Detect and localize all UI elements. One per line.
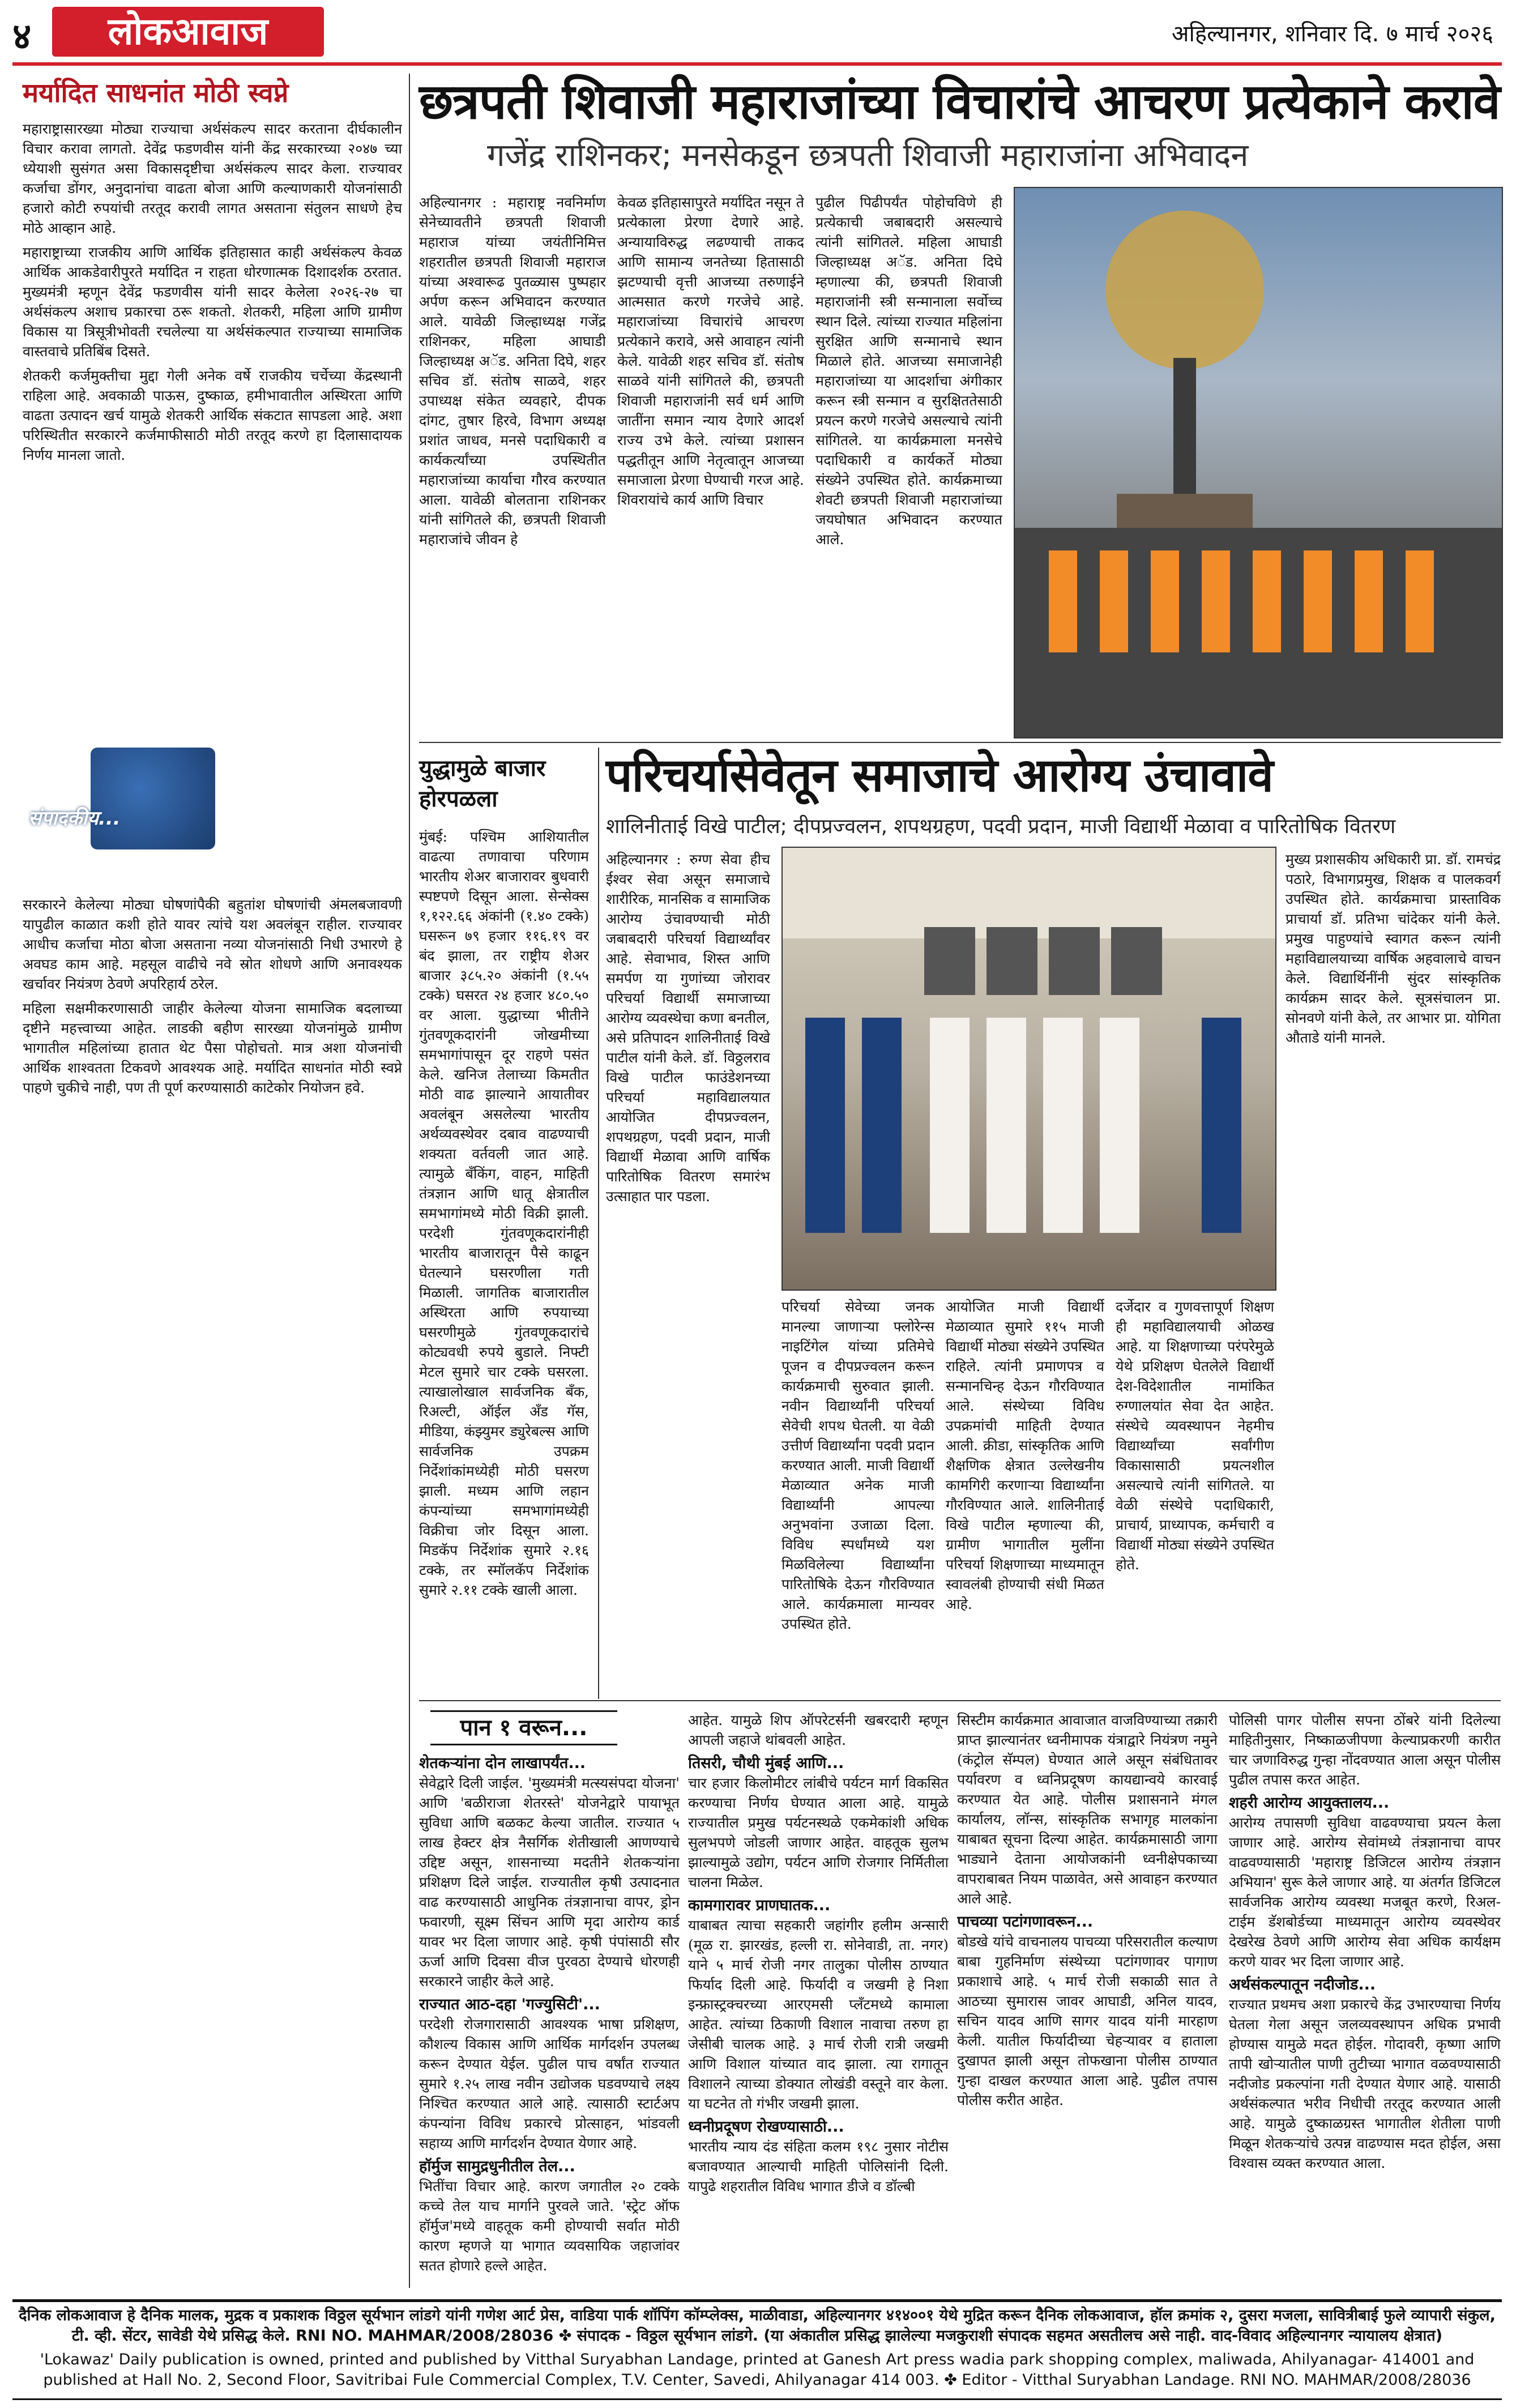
continued-column-4 (1229, 1710, 1501, 2294)
continued-subhead: कामगारावर प्राणघातक... (688, 1897, 831, 1914)
nursing-column-4: दर्जेदार व गुणवत्तापूर्ण शिक्षण ही महाविद्यालयाची ओळख आहे. या शिक्षणाच्या परंपरेमुळे येथे प्रशिक्षण घेतलेले विद्यार्थी देश-विदेशातील नामांकित रुग्णालयांत सेवा देत आहेत. संस्थेचे व्यवस्थापन नेहमीच विद्यार्थ्यांच्या सर्वांगीण विकासासाठी प्रयत्नशील असल्याचे त्यांनी सांगितले. या वेळी संस्थेचे पदाधिकारी, प्राचार्य, प्राध्यापक, कर्मचारी व विद्यार्थी मोठ्या संख्येने उपस्थित होते. (1116, 1299, 1274, 1573)
market-body: मुंबई: पश्चिम आशियातील वाढत्या तणावाचा परिणाम भारतीय शेअर बाजारावर बुधवारी स्पष्टपणे दिसून आला. सेन्सेक्स १,१२२.६६ अंकांनी (१.४० टक्के) घसरून ७९ हजार ११६.१९ वर बंद झाला, तर राष्ट्रीय शेअर बाजार ३८५.२० अंकांनी (१.५५ टक्के) घसरत २४ हजार ४८०.५० वर आला. युद्धाच्या भीतीने गुंतवणूकदारांनी जोखमीच्या समभागांपासून दूर राहणे पसंत केले. खनिज तेलाच्या किमतीत मोठी वाढ झाल्याने आयातीवर अवलंबून असलेल्या भारतीय अर्थव्यवस्थेवर दबाव वाढण्याची शक्यता वर्तवली जात आहे. त्यामुळे बँकिंग, वाहन, माहिती तंत्रज्ञान आणि धातू क्षेत्रातील समभागांमध्ये मोठी विक्री झाली. परदेशी गुंतवणूकदारांनीही भारतीय बाजारातून पैसे काढून घेतल्याने घसरणीला गती मिळाली. जागतिक बाजारातील अस्थिरता आणि रुपयाच्या घसरणीमुळे गुंतवणूकदारांचे कोट्यवधी रुपये बुडाले. निफ्टी मेटल सुमारे चार टक्के घसरला. त्याखालोखाल सार्वजनिक बँक, रिअल्टी, ऑईल अँड गॅस, मीडिया, कंझ्युमर ड्युरेबल्स आणि सार्वजनिक उपक्रम निर्देशांकांमध्येही मोठी घसरण झाली. मध्यम आणि लहान कंपन्यांच्या समभागांमध्येही विक्रीचा जोर दिसून आला. मिडकॅप निर्देशांक सुमारे २.१६ टक्के, तर स्मॉलकॅप निर्देशांक सुमारे २.११ टक्के खाली आला. (419, 829, 589, 1598)
continued-text: परदेशी रोजगारासाठी आवश्यक भाषा प्रशिक्षण, कौशल्य विकास आणि आर्थिक मार्गदर्शन उपलब्ध करून देण्यात येईल. पुढील पाच वर्षांत राज्यात सुमारे १.२५ लाख नवीन उद्योजक घडवण्याचे लक्ष्य निश्चित करण्यात आले आहे. त्यासाठी स्टार्टअप कंपन्यांना विविध प्रकारचे प्रोत्साहन, भांडवली सहाय्य आणि मार्गदर्शन देण्यात येणार आहे. (419, 2016, 680, 2151)
editorial-paragraph: महाराष्ट्राच्या राजकीय आणि आर्थिक इतिहासात काही अर्थसंकल्प केवळ आर्थिक आकडेवारीपुरते मर्यादित न राहता धोरणात्मक दिशादर्शक ठरतात. मुख्यमंत्री म्हणून देवेंद्र फडणवीस यांनी सादर केलेला २०२६-२७ चा अर्थसंकल्प अशाच प्रकारचा ठरू शकतो. शेतकरी, महिला आणि ग्रामीण विकास या त्रिसूत्रीभोवती रचलेल्या या अर्थसंकल्पात राज्याच्या सामाजिक वास्तवाचे प्रतिबिंब दिसते. (23, 244, 402, 360)
continued-text: बोडखे यांचे वाचनालय पाचव्या परिसरातील कल्याण बाबा गुहनिर्माण संस्थेच्या पटांगणावर पागाण प्रकाशाचे आहे. ५ मार्च रोजी सकाळी सात ते आठच्या सुमारास जावर आघाडी, अनिल यादव, सचिन यादव आणि सागर यादव यांनी मारहाण केली. यातील फिर्यादीच्या चेहऱ्यावर व हाताला दुखापत झाली असून तोफखाना पोलीस ठाण्यात गुन्हा दाखल करण्यात आला आहे. पुढील तपास पोलीस करीत आहेत. (957, 1933, 1218, 2108)
lead-photo (1014, 187, 1503, 738)
nursing-headline: परिचर्यासेवेतून समाजाचे आरोग्य उंचावावे (606, 749, 1273, 802)
editorial-body-bottom (23, 895, 402, 2277)
continued-subhead: पाचव्या पटांगणावरून... (957, 1913, 1094, 1931)
newspaper-logo (52, 7, 324, 57)
continued-subhead: तिसरी, चौथी मुंबई आणि... (688, 1754, 844, 1772)
continued-column-3 (957, 1710, 1218, 2294)
dateline: अहिल्यानगर, शनिवार दि. ७ मार्च २०२६ (1171, 21, 1493, 47)
lead-column-1: अहिल्यानगर : महाराष्ट्र नवनिर्माण सेनेच्यावतीने छत्रपती शिवाजी महाराज यांच्या जयंतीनिमित्त शहरातील छत्रपती शिवाजी महाराज यांच्या अश्वारूढ पुतळ्यास पुष्पहार अर्पण करून अभिवादन करण्यात आले. यावेळी जिल्हाध्यक्ष गजेंद्र राशिनकर, महिला आघाडी जिल्हाध्यक्ष अॅड. अनिता दिघे, शहर सचिव डॉ. संतोष साळवे, शहर उपाध्यक्ष संकेत व्यवहारे, दीपक दांगट, तुषार हिरवे, विभाग अध्यक्ष प्रशांत जाधव, मनसे पदाधिकारी व कार्यकर्त्यांच्या उपस्थितीत महाराजांच्या कार्याचा गौरव करण्यात आला. यावेळी बोलताना राशिनकर यांनी सांगितले की, छत्रपती शिवाजी महाराजांचे जीवन हे (419, 194, 606, 548)
nursing-column-2: परिचर्या सेवेच्या जनक मानल्या जाणाऱ्या फ्लोरेन्स नाइटिंगेल यांच्या प्रतिमेचे पूजन व दीपप्रज्वलन करून कार्यक्रमाची सुरुवात झाली. नवीन विद्यार्थ्यांनी परिचर्या सेवेची शपथ घेतली. या वेळी उत्तीर्ण विद्यार्थ्यांना पदवी प्रदान करण्यात आली. माजी विद्यार्थी मेळाव्यात अनेक माजी विद्यार्थ्यांनी आपल्या अनुभवांना उजाळा दिला. विविध स्पर्धांमध्ये यश मिळविलेल्या विद्यार्थ्यांना पारितोषिके देऊन गौरविण्यात आले. कार्यक्रमाला मान्यवर उपस्थित होते. (782, 1299, 934, 1632)
continued-column-2 (688, 1710, 949, 2294)
continued-subhead: शहरी आरोग्य आयुक्तालय... (1229, 1794, 1390, 1812)
continued-text: भारतीय न्याय दंड संहिता कलम १९८ नुसार नोटीस बजावण्यात आल्याची माहिती पोलिसांनी दिली. यापुढे शहरातील विविध भागात डीजे व डॉल्बी (688, 2138, 949, 2194)
statue-icon (1015, 188, 1502, 737)
imprint-footer (12, 2299, 1502, 2400)
continued-subhead: राज्यात आठ-दहा 'गज्युसिटी'... (419, 1996, 600, 2013)
continued-text: आरोग्य तपासणी सुविधा वाढवण्याचा प्रयत्न केला जाणार आहे. आरोग्य सेवांमध्ये तंत्रज्ञानाचा वापर वाढवण्यासाठी 'महाराष्ट्र डिजिटल आरोग्य तंत्रज्ञान अभियान' सुरू केले जाणार आहे. या अंतर्गत डिजिटल सार्वजनिक आरोग्य व्यवस्था मजबूत करणे, रिअल-टाईम डॅशबोर्डच्या माध्यमातून आरोग्य व्यवस्थेवर देखरेख ठेवणे आणि आरोग्य सेवा अधिक कार्यक्षम करणे यावर भर दिला जाणार आहे. (1229, 1814, 1501, 1970)
lead-column-3: पुढील पिढीपर्यंत पोहोचविणे ही प्रत्येकाची जबाबदारी असल्याचे त्यांनी सांगितले. महिला आघाडी जिल्हाध्यक्ष अॅड. अनिता दिघे म्हणाल्या की, छत्रपती शिवाजी महाराजांनी स्त्री सन्मानाला सर्वोच्च स्थान दिले. त्यांच्या राज्यात महिलांना सुरक्षित आणि सन्मानाचे स्थान मिळाले होते. आजच्या समाजानेही महाराजांच्या या आदर्शाचा अंगीकार करून स्त्री सन्मान व सुरक्षिततेसाठी प्रयत्न करणे गरजेचे असल्याचे त्यांनी सांगितले. या कार्यक्रमाला मनसेचे पदाधिकारी व कार्यकर्ते मोठ्या संख्येने उपस्थित होते. कार्यक्रमाच्या शेवटी छत्रपती शिवाजी महाराजांच्या जयघोषात अभिवादन करण्यात आले. (815, 194, 1002, 548)
market-headline: युद्धामुळे बाजार होरपळला (419, 755, 546, 812)
continued-text: सिस्टीम कार्यक्रमात आवाजात वाजविण्याच्या तक्रारी प्राप्त झाल्यानंतर ध्वनीमापक यंत्राद्वारे नियंत्रण नमुने (कंट्रोल सॅम्पल) घेण्यात आले असून संबंधितावर पर्यावरण व ध्वनिप्रदूषण कायद्यान्वये कारवाई करण्यात येत आहे. पोलीस प्रशासनाने मंगल कार्यालय, लॉन्स, सांस्कृतिक सभागृह मालकांना याबाबत सूचना दिल्या आहेत. कार्यक्रमासाठी जागा भाड्याने देताना आयोजकांनी ध्वनीक्षेपकाच्या वापराबाबत नियम पाळावेत, असे आवाहन करण्यात आले आहे. (957, 1712, 1218, 1907)
nursing-column-3: आयोजित माजी विद्यार्थी मेळाव्यात सुमारे ११५ माजी विद्यार्थी मोठ्या संख्येने उपस्थित राहिले. त्यांनी प्रमाणपत्र व सन्मानचिन्ह देऊन गौरविण्यात आले. संस्थेच्या विविध उपक्रमांची माहिती देण्यात आली. क्रीडा, सांस्कृतिक आणि शैक्षणिक क्षेत्रात उल्लेखनीय कामगिरी करणाऱ्या विद्यार्थ्यांना गौरविण्यात आले. शालिनीताई विखे पाटील म्हणाल्या की, ग्रामीण भागातील मुलींना परिचर्या शिक्षणाच्या माध्यमातून स्वावलंबी होण्याची संधी मिळत आहे. (946, 1299, 1104, 1612)
continued-subhead: अर्थसंकल्पातून नदीजोड... (1229, 1976, 1376, 1993)
continued-text: पोलिसी पागर पोलीस सपना ठोंबरे यांनी दिलेल्या माहितीनुसार, निष्काळजीपणा केल्याप्रकरणी कारीत चार जणाविरुद्ध गुन्हा नोंदवण्यात आला असून पोलीस पुढील तपास करत आहेत. (1229, 1712, 1501, 1788)
nursing-column-1: अहिल्यानगर : रुग्ण सेवा हीच ईश्वर सेवा असून समाजाचे शारीरिक, मानसिक व सामाजिक आरोग्य उंचावण्याची मोठी जबाबदारी परिचर्या विद्यार्थ्यांवर आहे. सेवाभाव, शिस्त आणि समर्पण या गुणांच्या जोरावर परिचर्या विद्यार्थी समाजाच्या आरोग्य व्यवस्थेचा कणा बनतील, असे प्रतिपादन शालिनीताई विखे पाटील यांनी केले. डॉ. विठ्ठलराव विखे पाटील फाउंडेशनच्या परिचर्या महाविद्यालयात आयोजित दीपप्रज्वलन, शपथग्रहण, पदवी प्रदान, माजी विद्यार्थी मेळावा आणि वार्षिक पारितोषिक वितरण समारंभ उत्साहात पार पडला. (606, 851, 770, 1205)
column-divider (409, 74, 410, 2288)
editorial-paragraph: शेतकरी कर्जमुक्तीचा मुद्दा गेली अनेक वर्षे राजकीय चर्चेच्या केंद्रस्थानी राहिला आहे. अवकाळी पाऊस, दुष्काळ, हमीभावातील अस्थिरता आणि वाढता उत्पादन खर्च यामुळे शेतकरी आर्थिक संकटात सापडला आहे. अशा परिस्थितीत सरकारने कर्जमाफीसाठी मोठी तरतूद करणे हा दिलासादायक निर्णय मानला जातो. (23, 368, 402, 463)
nursing-column-5: मुख्य प्रशासकीय अधिकारी प्रा. डॉ. रामचंद्र पठारे, विभागप्रमुख, शिक्षक व पालकवर्ग उपस्थित होते. कार्यक्रमाचा प्रास्ताविक प्राचार्या डॉ. प्रतिभा चांदेकर यांनी केले. प्रमुख पाहुण्यांचे स्वागत करून त्यांनी महाविद्यालयाच्या वार्षिक अहवालाचे वाचन केले. विद्यार्थिनींनी सुंदर सांस्कृतिक कार्यक्रम सादर केले. सूत्रसंचालन प्रा. सोनवणे यांनी केले, तर आभार प्रा. योगिता औताडे यांनी मानले. (1286, 851, 1501, 1046)
editorial-column-label: संपादकीय... (28, 807, 121, 830)
continued-text: राज्यात प्रथमच अशा प्रकारचे केंद्र उभारण्याचा निर्णय घेतला गेला असून जलव्यवस्थापन अधिक प्रभावी होण्यास यामुळे मदत होईल. गोदावरी, कृष्णा आणि तापी खोऱ्यातील पाणी तुटीच्या भागात वळवण्यासाठी नदीजोड प्रकल्पांना गती देण्यात येणार आहे. यासाठी अर्थसंकल्पात भरीव निधीची तरतूद करण्यात आली आहे. यामुळे दुष्काळग्रस्त भागातील शेतीला पाणी मिळून शेतकऱ्यांचे उत्पन्न वाढण्यास मदत होईल, असा विश्वास व्यक्त करण्यात आला. (1229, 1996, 1501, 2171)
continued-column-1 (419, 1750, 680, 2294)
page-number: ४ (12, 16, 32, 58)
editorial-emblem (23, 742, 227, 889)
nursing-photo (782, 847, 1276, 1291)
continued-text: आहेत. यामुळे शिप ऑपरेटर्सनी खबरदारी म्हणून आपली जहाजे थांबवली आहेत. (688, 1712, 949, 1748)
lead-subheadline: गजेंद्र राशिनकर; मनसेकडून छत्रपती शिवाजी महाराजांना अभिवादन (487, 137, 1249, 174)
section-divider (419, 1700, 1501, 1701)
editorial-paragraph: महिला सक्षमीकरणासाठी जाहीर केलेल्या योजना सामाजिक बदलाच्या दृष्टीने महत्त्वाच्या आहेत. लाडकी बहीण सारख्या योजनांमुळे ग्रामीण भागातील महिलांच्या हातात थेट पैसा पोहोचतो. मात्र अशा योजनांची आर्थिक शाश्वतता टिकवणे आवश्यक आहे. मर्यादित साधनांत मोठी स्वप्ने पाहणे चुकीचे नाही, पण ती पूर्ण करण्यासाठी काटेकोर नियोजन हवे. (23, 1000, 402, 1096)
continued-text: याबाबत त्याचा सहकारी जहांगीर हलीम अन्सारी (मूळ रा. झारखंड, हल्ली रा. सोनेवाडी, ता. नगर) याने ५ मार्च रोजी नगर तालुका पोलीस ठाण्यात फिर्याद दिली आहे. फिर्यादी व जखमी हे निशा इन्फ्रास्ट्रक्चरच्या आरएमसी प्लँटमध्ये कामाला आहेत. त्यांच्या ठिकाणी विशाल नावाचा तरुण हा जेसीबी चालक आहे. ३ मार्च रोजी रात्री जखमी आणि विशाल यांच्यात वाद झाला. त्या रागातून विशालने त्याच्या डोक्यात लोखंडी वस्तूने वार केला. या घटनेत तो गंभीर जखमी झाला. (688, 1917, 949, 2112)
editorial-body-top (23, 119, 402, 731)
editorial-heading: मर्यादित साधनांत मोठी स्वप्ने (23, 78, 289, 109)
continued-text: चार हजार किलोमीटर लांबीचे पर्यटन मार्ग विकसित करण्याचा निर्णय घेण्यात आला आहे. यामुळे राज्यातील प्रमुख पर्यटनस्थळे एकमेकांशी अधिक सुलभपणे जोडली जाणार आहेत. वाहतूक सुलभ झाल्यामुळे उद्योग, पर्यटन आणि रोजगार निर्मितीला चालना मिळेल. (688, 1775, 949, 1890)
imprint-marathi: दैनिक लोकआवाज हे दैनिक मालक, मुद्रक व प्रकाशक विठ्ठल सूर्यभान लांडगे यांनी गणेश आर्ट प्रेस, वाडिया पार्क शॉपिंग कॉम्प्लेक्स, माळीवाडा, अहिल्यानगर ४१४००१ येथे मुद्रित करून दैनिक लोकआवाज, हॉल क्रमांक २, दुसरा मजला, सावित्रीबाई फुले व्यापारी संकुल, टी. व्ही. सेंटर, सावेडी येथे प्रसिद्ध केले. RNI NO. MAHMAR/2008/28036 ✤ संपादक - विठ्ठल सूर्यभान लांडगे. (या अंकातील प्रसिद्ध झालेल्या मजकुराशी संपादक सहमत असतीलच असे नाही. वाद-विवाद अहिल्यानगर न्यायालय क्षेत्रात) (19, 2307, 1496, 2345)
masthead-divider (12, 62, 1502, 66)
editorial-paragraph: सरकारने केलेल्या मोठ्या घोषणांपैकी बहुतांश घोषणांची अंमलबजावणी यापुढील काळात कशी होते यावर त्यांचे यश अवलंबून राहील. राज्यावर आधीच कर्जाचा मोठा बोजा असताना नव्या योजनांसाठी निधी उभारणे हे अवघड काम आहे. महसूल वाढीचे नवे स्रोत शोधणे आणि अनावश्यक खर्चावर नियंत्रण ठेवणे अपरिहार्य ठरेल. (23, 896, 402, 992)
continued-text: सेवेद्वारे दिली जाईल. 'मुख्यमंत्री मत्स्यसंपदा योजना' आणि 'बळीराजा शेतरस्ते' योजनेद्वारे पायाभूत सुविधा आणि बळकट केल्या जातील. राज्यात ५ लाख हेक्टर क्षेत्र नैसर्गिक शेतीखाली आणण्याचे उद्दिष्ट असून, शासनाच्या मदतीने शेतकऱ्यांना प्रशिक्षण दिले जाईल. राज्यातील कृषी उत्पादनात वाढ करण्यासाठी आधुनिक तंत्रज्ञानाचा वापर, ड्रोन फवारणी, सूक्ष्म सिंचन आणि मृदा आरोग्य कार्ड यावर भर दिला जाणार आहे. कृषी पंपांसाठी सौर ऊर्जा आणि दिवसा वीज पुरवठा देण्याचे धोरणही सरकारने जाहीर केले आहे. (419, 1775, 680, 1989)
continued-label: पान १ वरून... (430, 1710, 617, 1745)
editorial-paragraph: महाराष्ट्रासारख्या मोठ्या राज्याचा अर्थसंकल्प सादर करताना दीर्घकालीन विचार करावा लागतो. देवेंद्र फडणवीस यांनी केंद्र सरकारच्या २०४७ च्या ध्येयाशी सुसंगत असा विकासदृष्टीचा अर्थसंकल्प सादर केला. राज्यावर कर्जाचा डोंगर, अनुदानांचा वाढता बोजा आणि कल्याणकारी योजनांसाठी हजारो कोटी रुपयांची तरतूद करावी लागत असताना संतुलन साधणे हेच मोठे आव्हान आहे. (23, 121, 402, 236)
continued-subhead: शेतकऱ्यांना दोन लाखापर्यंत... (419, 1754, 586, 1772)
column-divider (598, 748, 599, 1699)
continued-subhead: हॉर्मुज सामुद्रधुनीतील तेल... (419, 2158, 575, 2175)
lead-headline: छत्रपती शिवाजी महाराजांच्या विचारांचे आचरण प्रत्येकाने करावे (419, 74, 1500, 130)
newspaper-name: लोकआवाज (108, 10, 268, 53)
nursing-subheadline: शालिनीताई विखे पाटील; दीपप्रज्वलन, शपथग्रहण, पदवी प्रदान, माजी विद्यार्थी मेळावा व पारितोषिक वितरण (606, 815, 1396, 838)
section-divider (419, 742, 1501, 743)
pen-icon (91, 748, 215, 849)
continued-subhead: ध्वनीप्रदूषण रोखण्यासाठी... (688, 2118, 844, 2136)
continued-text: भितींचा विचार आहे. कारण जगातील २० टक्के कच्चे तेल याच मार्गाने पुरवले जाते. 'स्ट्रेट ऑफ हॉर्मुज'मध्ये वाहतूक कमी होण्याची सर्वात मोठी कारण म्हणजे या भागात व्यवसायिक जहाजांवर सतत होणारे हल्ले आहेत. (419, 2178, 680, 2274)
group-photo-icon (783, 848, 1275, 1290)
imprint-english: 'Lokawaz' Daily publication is owned, printed and published by Vitthal Suryabhan Landage, printed at Ganesh Art press wadia park shopping complex, maliwada, Ahilyanagar- 414001 and published at Hall No. 2, Second Floor, Savitribai Fule Commercial Complex, T.V. Center, Savedi, Ahilyanagar 414 003. ✤ Editor - Vitthal Suryabhan Landage. RNI NO. MAHMAR/2008/28036 (40, 2351, 1475, 2389)
lead-column-2: केवळ इतिहासापुरते मर्यादित नसून ते प्रत्येकाला प्रेरणा देणारे आहे. अन्यायाविरुद्ध लढण्याची ताकद आणि सामान्य जनतेच्या हितासाठी झटण्याची वृत्ती आजच्या तरुणाईने आत्मसात करणे गरजेचे आहे. महाराजांच्या विचारांचे आचरण प्रत्येकाने करावे, असे आवाहन त्यांनी केले. यावेळी शहर सचिव डॉ. संतोष साळवे यांनी सांगितले की, छत्रपती शिवाजी महाराजांनी सर्व धर्म आणि जातींना समान न्याय देणारे आदर्श राज्य उभे केले. त्यांच्या प्रशासन पद्धतीतून आणि नेतृत्वातून आजच्या समाजाला प्रेरणा घेण्याची गरज आहे. शिवरायांचे कार्य आणि विचार (617, 194, 804, 508)
